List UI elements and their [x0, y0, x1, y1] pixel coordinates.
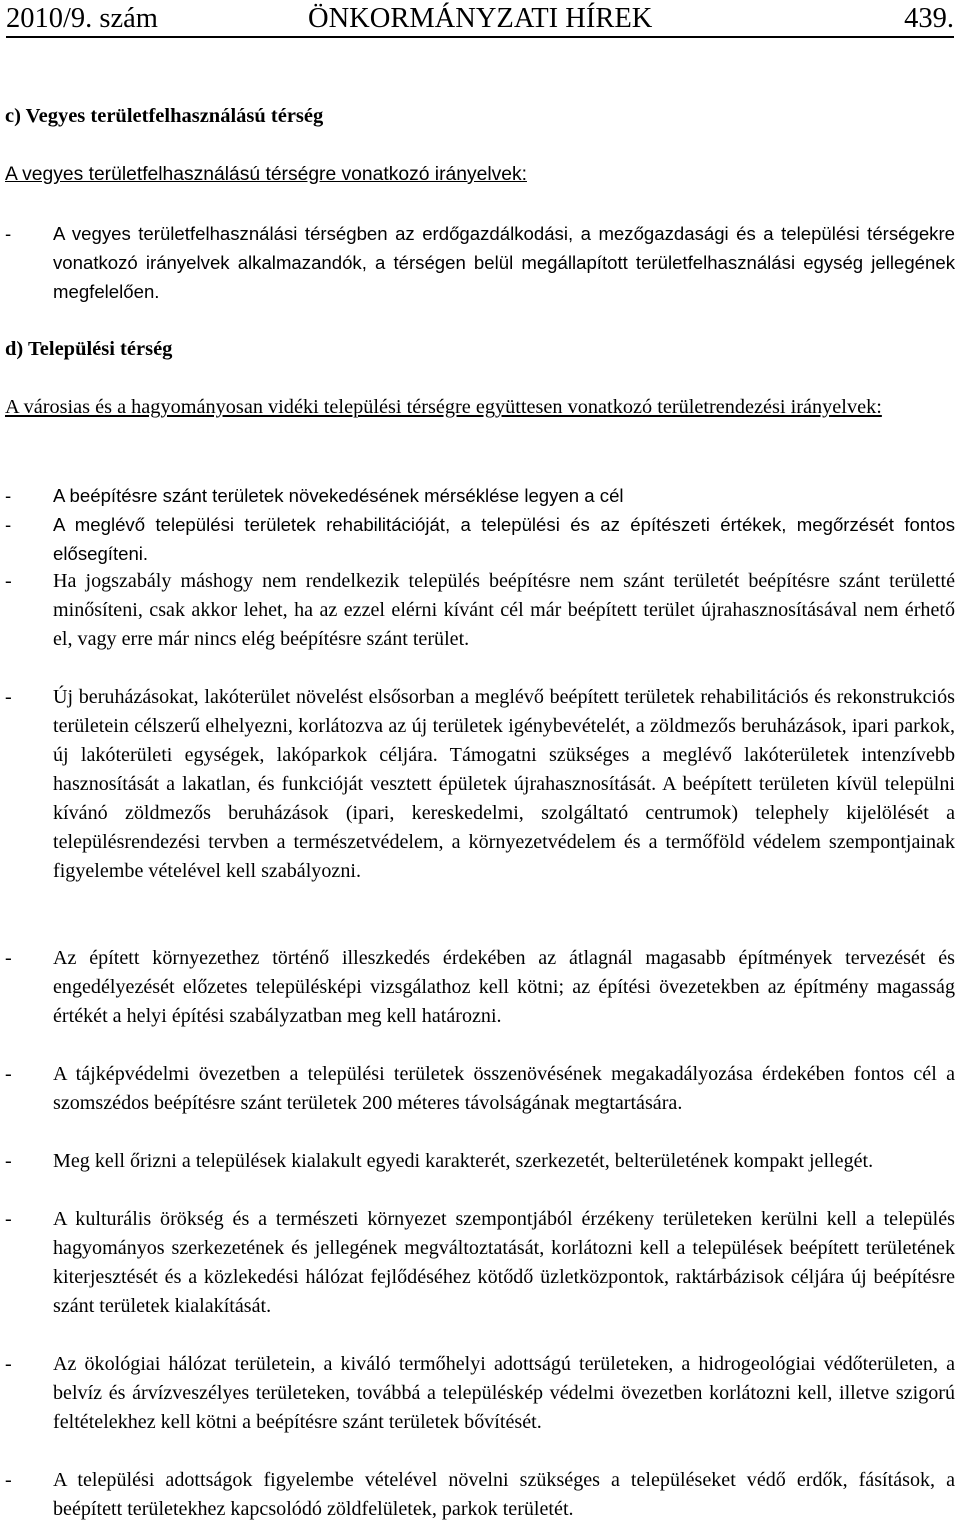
- list-item: [5, 567, 955, 654]
- list-bullet: -: [5, 514, 12, 535]
- list-item-text: A települési adottságok figyelembe vételével növelni szükséges a településeket védő erdők, fásítások, a beépített területekhez kapcsolódó zöldfelületek, parkok területét.: [53, 1469, 955, 1520]
- section-d-intro: A városias és a hagyományosan vidéki települési térségre együttesen vonatkozó területrendezési irányelvek:: [5, 396, 882, 418]
- list-item: [5, 510, 955, 568]
- list-item-text: Ha jogszabály máshogy nem rendelkezik település beépítésre nem szánt területét beépítésre szánt területté minősíteni, csak akkor lehet, ha az ezzel elérni kívánt cél már beépített terület újrahasznosításával nem érhető el, vagy erre már nincs elég beépítésre szánt terület.: [53, 570, 955, 650]
- section-c-intro: A vegyes területfelhasználású térségre vonatkozó irányelvek:: [5, 164, 527, 185]
- page-header: [6, 2, 954, 38]
- list-item-text: A beépítésre szánt területek növekedésének mérséklése legyen a cél: [53, 485, 624, 506]
- issue-label: 2010/9. szám: [6, 3, 158, 34]
- list-bullet: -: [5, 570, 12, 592]
- list-item-text: A vegyes területfelhasználási térségben az erdőgazdálkodási, a mezőgazdasági és a települési térségekre vonatkozó irányelvek alkalmazandók, a térségen belül megállapított területfelhasználási egység jellegének megfelelően.: [53, 223, 955, 302]
- list-item-text: A kulturális örökség és a természeti környezet szempontjából érzékeny területeken kerülni kell a település hagyományos szerkezetének és jellegének megváltoztatását, korlátozni kell a települések beépített területének kiterjesztését és a közlekedési hálózat fejlődéséhez kötődő üzletközpontok, raktárbázisok céljára új beépítésre szánt területek kialakítását.: [53, 1208, 955, 1317]
- list-bullet: -: [5, 1150, 12, 1172]
- list-bullet: -: [5, 1353, 12, 1375]
- page-number: 439.: [904, 3, 954, 34]
- list-bullet: -: [5, 686, 12, 708]
- list-bullet: -: [5, 223, 12, 244]
- list-bullet: -: [5, 485, 12, 506]
- list-item: [5, 1350, 955, 1437]
- list-item: [5, 1147, 955, 1176]
- publication-title: ÖNKORMÁNYZATI HÍREK: [308, 3, 653, 34]
- section-d-title: d) Települési térség: [5, 338, 173, 360]
- section-c-item: [5, 219, 955, 306]
- list-item: [5, 481, 955, 510]
- list-bullet: -: [5, 1063, 12, 1085]
- list-item: [5, 1060, 955, 1118]
- list-item-text: A meglévő települési területek rehabilitációját, a települési és az építészeti értékek, megőrzését fontos elősegíteni.: [53, 514, 955, 564]
- list-bullet: -: [5, 947, 12, 969]
- section-c-title: c) Vegyes területfelhasználású térség: [5, 105, 324, 127]
- list-item: [5, 944, 955, 1031]
- list-item-text: Az ökológiai hálózat területein, a kiváló termőhelyi adottságú területeken, a hidrogeológiai védőterületen, a belvíz és árvízveszélyes területeken, továbbá a településkép védelmi övezetben korlátozni kell, illetve szigorú feltételekhez kell kötni a beépítésre szánt területek bővítését.: [53, 1353, 955, 1433]
- list-item: [5, 1205, 955, 1321]
- list-item: [5, 683, 955, 886]
- list-item-text: Meg kell őrizni a települések kialakult egyedi karakterét, szerkezetét, belterületének kompakt jellegét.: [53, 1150, 874, 1172]
- list-item-text: Új beruházásokat, lakóterület növelést elsősorban a meglévő beépített területek rehabilitációs és rekonstrukciós területein célszerű elhelyezni, korlátozva az új területek igénybevételét, a zöldmezős beruházások, ipari parkok, új lakóterületi egységek, lakóparkok céljára. Támogatni szükséges a meglévő lakóterületek intenzívebb hasznosítását a lakatlan, és funkcióját vesztett épületek újrahasznosítását. A beépített területen kívül települni kívánó zöldmezős beruházások (ipari, kereskedelmi, szolgáltató centrumok) telephely kijelölését a településrendezési tervben a természetvédelem, a környezetvédelem és a termőföld védelem szempontjainak figyelembe vételével kell szabályozni.: [53, 686, 955, 882]
- list-bullet: -: [5, 1469, 12, 1491]
- list-item-text: Az épített környezethez történő illeszkedés érdekében az átlagnál magasabb építmények tervezését és engedélyezését előzetes településképi vizsgálathoz kell kötni; az építési övezetekben az építmény magasság értékét a helyi építési szabályzatban meg kell határozni.: [53, 947, 955, 1027]
- list-bullet: -: [5, 1208, 12, 1230]
- list-item: [5, 1466, 955, 1524]
- list-item-text: A tájképvédelmi övezetben a települési területek összenövésének megakadályozása érdekében fontos cél a szomszédos beépítésre szánt területek 200 méteres távolságának megtartására.: [53, 1063, 955, 1114]
